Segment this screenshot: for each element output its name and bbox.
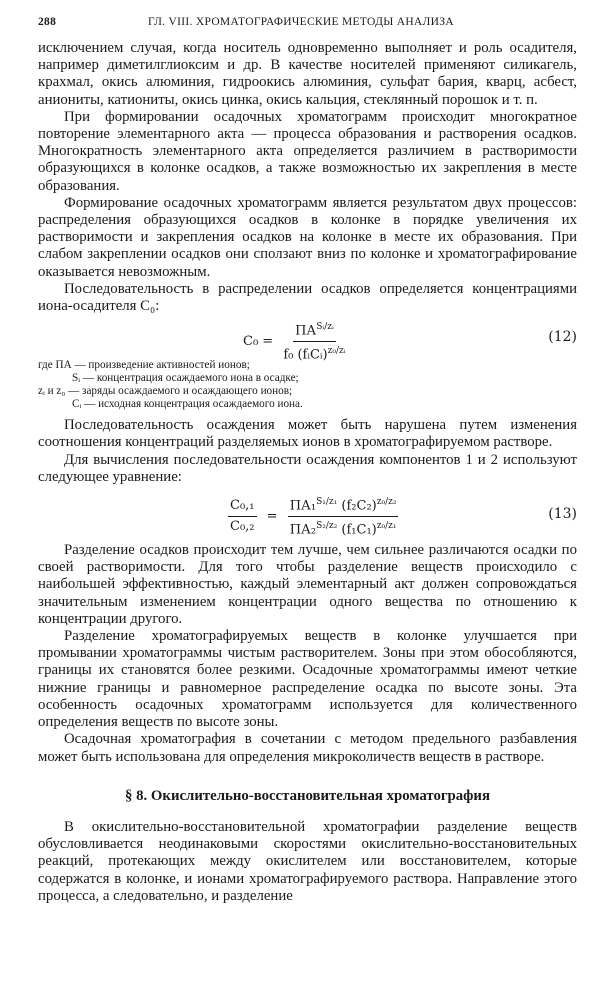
rhs-numerator-tail: (f₂C₂) [337, 498, 377, 514]
rhs-numerator-tail-exponent: z₀/z₂ [376, 497, 397, 508]
paragraph: Последовательность осаждения может быть нарушена путем изменения соотношения концентраций разделяемых ионов в хроматографируемом растворе. [38, 417, 577, 451]
rhs-denominator-tail-exponent: z₀/z₁ [376, 520, 397, 531]
definition-row: zᵢ и z₀ — заряды осаждаемого и осаждающего ионов; [38, 385, 293, 398]
equation-number: (12) [548, 329, 577, 346]
equation-denominator: f₀ (fᵢCᵢ) [283, 347, 328, 363]
equation-fraction [283, 319, 345, 363]
equation-numerator-exponent: Sᵢ/zᵢ [316, 322, 334, 333]
rhs-numerator: ПА₁ [289, 498, 317, 514]
equation-denominator-exponent: z₀/zᵢ [327, 345, 346, 356]
paragraph: В окислительно-восстановительной хроматографии разделение веществ обусловливается неодинаковыми скоростями окислительно-восстановительных реакций, протекающих между окислителем или восстановителем, которые содержатся в колонке, и ионами хроматографируемого раствора. Направление этого процесса, а следовательно, и разделение [38, 818, 577, 904]
paragraph: исключением случая, когда носитель одновременно выполняет и роль осадителя, например диметилглиоксим и др. В качестве носителей применяют силикагель, крахмал, окись алюминия, гидроокись алюминия, сульфат бария, кварц, асбест, аниониты, катиониты, окись цинка, окись кальция, стеклянный порошок и т. п. [38, 40, 577, 108]
rhs-denominator: ПА₂ [289, 521, 317, 537]
paragraph: Разделение хроматографируемых веществ в колонке улучшается при промывании хроматограммы чистым растворителем. Зоны при этом обособляются, границы их становятся более резкими. Осадочные хроматограммы имеют четкие нижние границы и равномерное распределение осадка по высоте зоны. Эта особенность осадочных хроматограмм используется для количественного определения веществ по высоте зоны. [38, 628, 577, 731]
definition-row: Cᵢ — исходная концентрация осаждаемого иона. [72, 398, 303, 411]
paragraph: Разделение осадков происходит тем лучше, чем сильнее различаются осадки по своей растворимости. Для того чтобы разделение веществ происходило с наибольшей эффективностью, каждый элементарный акт должен сопровождаться значительным изменением концентрации одного вещества по отношению к концентрации другого. [38, 542, 577, 627]
equation-numerator: ПА [295, 323, 317, 339]
running-title: ГЛ. VIII. ХРОМАТОГРАФИЧЕСКИЕ МЕТОДЫ АНАЛИЗА [148, 16, 454, 28]
page-body [38, 40, 577, 905]
equation-lhs-fraction [228, 497, 257, 534]
paragraph: Последовательность в распределении осадков определяется концентрациями иона-осадителя C₀: [38, 280, 577, 315]
equation-number: (13) [548, 506, 577, 523]
equation-lhs: C₀ = [243, 333, 274, 349]
definitions-list [38, 359, 577, 411]
paragraph: При формировании осадочных хроматограмм происходит многократное повторение элементарного акта — процесса образования и растворения осадков. Многократность элементарного акта определяется различием в растворимости образующихся в колонке осадков, а также возможностью их закрепления в месте образования. [38, 108, 577, 194]
equation-lhs-numerator: C₀,₁ [228, 497, 257, 516]
definition-row: где ПА — произведение активностей ионов; [38, 359, 250, 372]
equation-lhs-denominator: C₀,₂ [230, 518, 255, 534]
equation-rhs-fraction [288, 494, 399, 538]
rhs-numerator-exponent: S₁/z₁ [316, 497, 338, 508]
equation-12 [38, 317, 577, 363]
paragraph: Формирование осадочных хроматограмм является результатом двух процессов: распределения образующихся осадков в колонке в порядке увеличения их растворимости и закрепления осадков на колонке в месте их образования. При слабом закреплении осадков они сползают вниз по колонке и хроматографирование оказывается невозможным. [38, 194, 577, 280]
definition-row: Sᵢ — концентрация осаждаемого иона в осадке; [72, 372, 299, 385]
equation-13 [38, 492, 577, 536]
paragraph: Для вычисления последовательности осаждения компонентов 1 и 2 используют следующее уравнение: [38, 451, 577, 485]
page-number: 288 [38, 16, 57, 28]
section-heading: § 8. Окислительно-восстановительная хроматография [125, 787, 490, 804]
paragraph: Осадочная хроматография в сочетании с методом предельного разбавления может быть использована для определения микроколичеств веществ в растворе. [38, 731, 577, 765]
rhs-denominator-tail: (f₁C₁) [337, 521, 377, 537]
rhs-denominator-exponent: S₂/z₂ [316, 520, 338, 531]
equals-sign: = [266, 508, 278, 524]
